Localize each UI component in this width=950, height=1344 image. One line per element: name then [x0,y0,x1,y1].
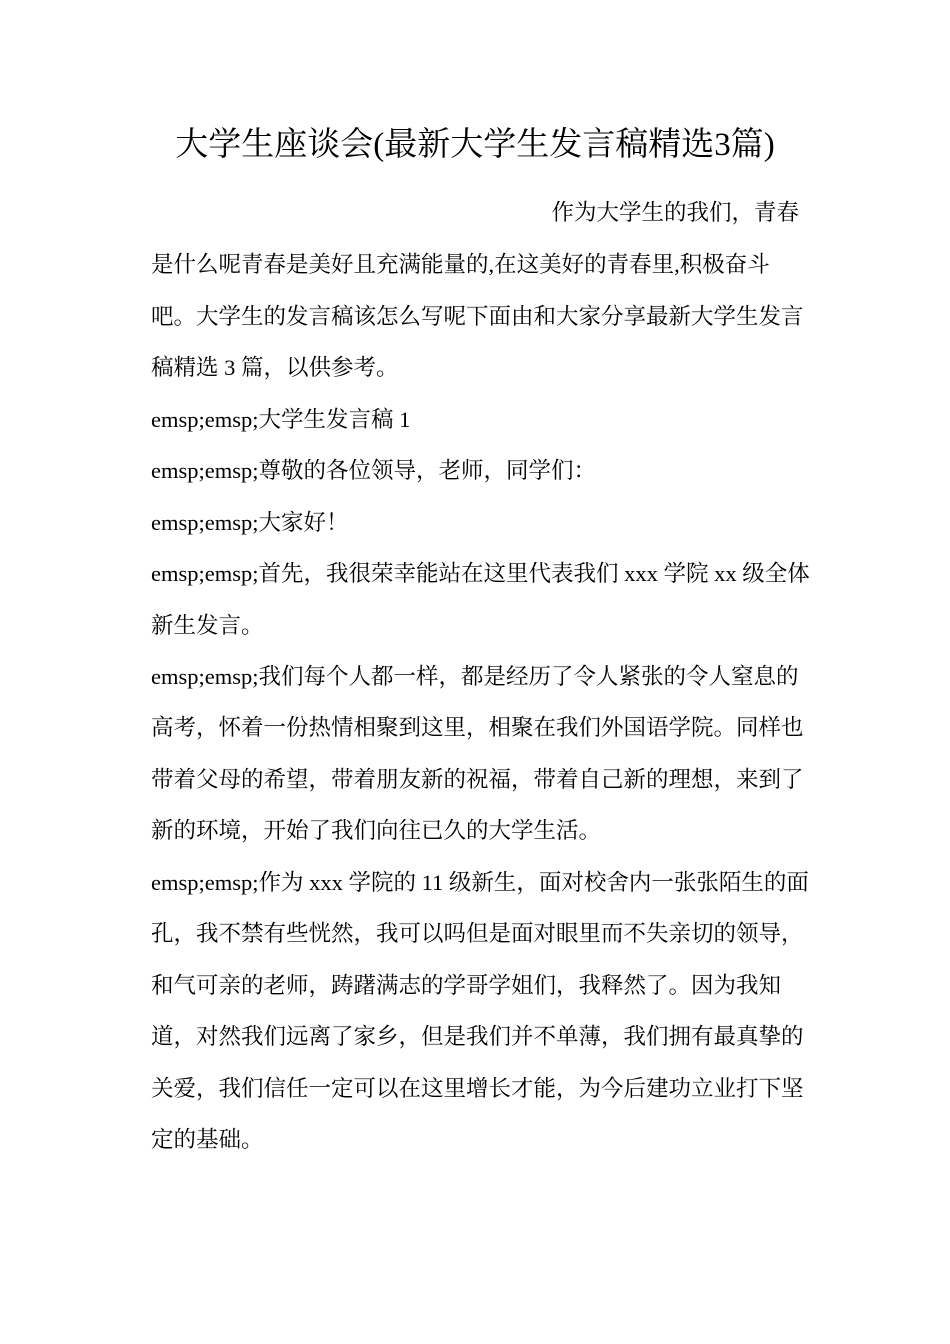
text-line: emsp;emsp;大学生发言稿 1 [151,407,411,432]
text-line: 关爱，我们信任一定可以在这里增长才能，为今后建功立业打下坚 [151,1076,804,1101]
text-line: 是什么呢青春是美好且充满能量的,在这美好的青春里,积极奋斗 [151,252,770,277]
text-line: 稿精选 3 篇，以供参考。 [151,355,399,380]
text-line: 定的基础。 [151,1127,264,1152]
text-line: emsp;emsp;首先，我很荣幸能站在这里代表我们 xxx 学院 xx 级全体 [151,561,810,586]
text-line: 新生发言。 [151,613,264,638]
text-line: emsp;emsp;大家好！ [151,510,349,535]
text-line: 高考，怀着一份热情相聚到这里，相聚在我们外国语学院。同样也 [151,715,804,740]
page-title: 大学生座谈会(最新大学生发言稿精选3篇) [175,127,775,163]
text-line: 和气可亲的老师，踌躇满志的学哥学姐们，我释然了。因为我知 [151,973,782,998]
text-line: emsp;emsp;作为 xxx 学院的 11 级新生，面对校舍内一张张陌生的面 [151,870,809,895]
text-line: 带着父母的希望，带着朋友新的祝福，带着自己新的理想，来到了 [151,767,804,792]
text-line: 吧。大学生的发言稿该怎么写呢下面由和大家分享最新大学生发言 [151,304,804,329]
text-line: 新的环境，开始了我们向往已久的大学生活。 [151,818,602,843]
text-line: 道，对然我们远离了家乡，但是我们并不单薄，我们拥有最真挚的 [151,1024,804,1049]
text-line: emsp;emsp;我们每个人都一样，都是经历了令人紧张的令人窒息的 [151,664,799,689]
text-line: emsp;emsp;尊敬的各位领导，老师，同学们： [151,458,596,483]
text-line: 作为大学生的我们，青春 [551,200,799,225]
text-line: 孔，我不禁有些恍然，我可以吗但是面对眼里而不失亲切的领导， [151,921,804,946]
